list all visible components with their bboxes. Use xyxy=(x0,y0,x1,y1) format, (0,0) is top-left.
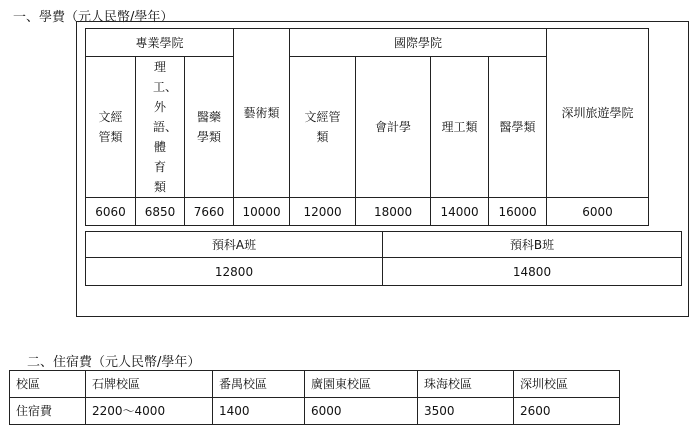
housing-value-cell: 3500 xyxy=(418,398,514,425)
header-intl-liberal xyxy=(290,57,356,198)
section-1-title: 一、學費（元人民幣/學年） xyxy=(13,10,174,25)
header-prof-science xyxy=(136,57,185,198)
fee-cell: 7660 xyxy=(185,198,234,226)
header-prof-liberal xyxy=(86,57,136,198)
header-intl-liberal-text: 文經管類 xyxy=(304,110,341,144)
header-professional-college: 專業學院 xyxy=(86,29,234,57)
fee-cell: 12000 xyxy=(290,198,356,226)
tuition-table xyxy=(85,28,649,226)
fee-cell: 18000 xyxy=(356,198,431,226)
header-prof-medicine-text: 醫藥學類 xyxy=(197,110,222,144)
housing-header-cell: 校區 xyxy=(10,371,86,398)
header-intl-accounting: 會計學 xyxy=(356,57,431,198)
header-prof-science-text: 理工、外語、體育類 xyxy=(153,60,178,194)
fee-cell: 6060 xyxy=(86,198,136,226)
housing-value-cell: 2200～4000 xyxy=(86,398,213,425)
housing-value-cell: 住宿費 xyxy=(10,398,86,425)
section-2-title: 二、住宿費（元人民幣/學年） xyxy=(27,355,201,370)
housing-header-cell: 珠海校區 xyxy=(418,371,514,398)
header-prof-liberal-text: 文經管類 xyxy=(98,110,123,144)
prep-table xyxy=(85,231,682,286)
prep-class-b-fee: 14800 xyxy=(383,258,682,286)
housing-header-cell: 番禺校區 xyxy=(213,371,305,398)
fee-cell: 6000 xyxy=(547,198,649,226)
fee-cell: 10000 xyxy=(234,198,290,226)
header-prof-medicine xyxy=(185,57,234,198)
fee-cell: 6850 xyxy=(136,198,185,226)
prep-class-a-header: 預科A班 xyxy=(86,232,383,258)
prep-class-a-fee: 12800 xyxy=(86,258,383,286)
housing-header-cell: 石牌校區 xyxy=(86,371,213,398)
fee-cell: 14000 xyxy=(431,198,489,226)
header-intl-science: 理工類 xyxy=(431,57,489,198)
prep-class-b-header: 預科B班 xyxy=(383,232,682,258)
housing-value-cell: 1400 xyxy=(213,398,305,425)
housing-header-cell: 深圳校區 xyxy=(514,371,620,398)
housing-header-cell: 廣園東校區 xyxy=(305,371,418,398)
housing-value-cell: 6000 xyxy=(305,398,418,425)
housing-value-cell: 2600 xyxy=(514,398,620,425)
housing-table xyxy=(9,370,620,425)
header-international-college: 國際學院 xyxy=(290,29,547,57)
fee-cell: 16000 xyxy=(489,198,547,226)
header-intl-medicine: 醫學類 xyxy=(489,57,547,198)
header-arts: 藝術類 xyxy=(234,29,290,198)
header-shenzhen-tourism: 深圳旅遊學院 xyxy=(547,29,649,198)
